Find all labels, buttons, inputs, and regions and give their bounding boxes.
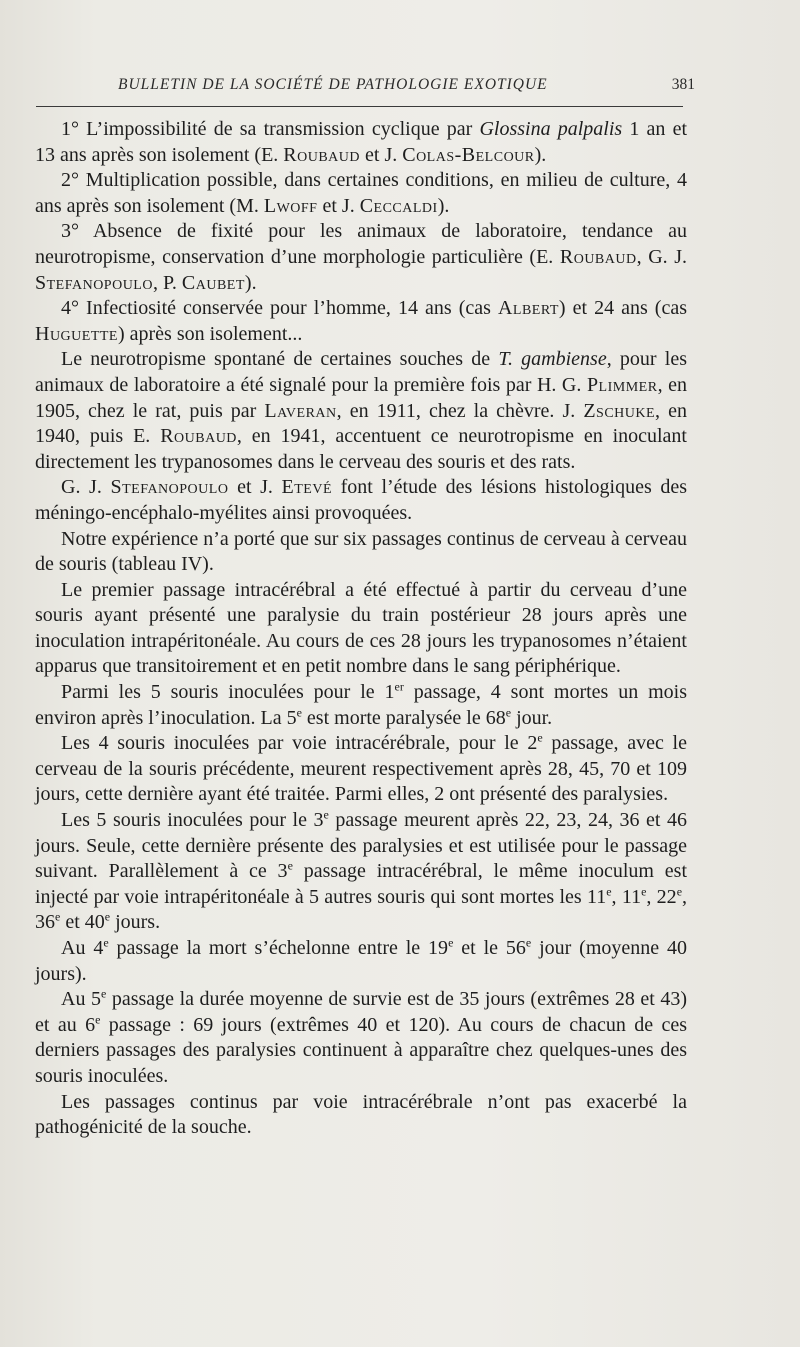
paragraph-12: Au 4e passage la mort s’échelonne entre le 19e et le 56e jour (moyenne 40 jours). [35, 935, 687, 985]
header-rule [36, 106, 683, 107]
article-body [35, 117, 687, 1141]
paragraph-3: 3° Absence de fixité pour les animaux de laboratoire, tendance au neurotropisme, conservation d’une morphologie particulière (E. Roubaud, G. J. Stefanopoulo, P. Caubet). [35, 220, 687, 294]
paragraph-4: 4° Infectiosité conservée pour l’homme, 14 ans (cas Albert) et 24 ans (cas Huguette) après son isolement... [35, 297, 687, 345]
paragraph-5: Le neurotropisme spontané de certaines souches de T. gambiense, pour les animaux de laboratoire a été signalé pour la première fois par H. G. Plimmer, en 1905, chez le rat, puis par Laveran, en 1911, chez la chèvre. J. Zschuke, en 1940, puis E. Roubaud, en 1941, accentuent ce neurotropisme en inoculant directement les trypanosomes dans le cerveau des souris et des rats. [35, 348, 687, 473]
paragraph-2: 2° Multiplication possible, dans certaines conditions, en milieu de culture, 4 ans après son isolement (M. Lwoff et J. Ceccaldi). [35, 169, 687, 217]
paragraph-14: Les passages continus par voie intracérébrale n’ont pas exacerbé la pathogénicité de la souche. [35, 1090, 687, 1139]
page-number: 381 [671, 76, 695, 93]
paragraph-8: Le premier passage intracérébral a été effectué à partir du cerveau d’une souris ayant présenté une paralysie du train postérieur 28 jours après une inoculation intrapéritonéale. Au cours de ces 28 jours les trypanosomes n’étaient apparus que transitoirement et en petit nombre dans le sang périphérique. [35, 578, 687, 678]
paragraph-1: 1° L’impossibilité de sa transmission cyclique par Glossina palpalis 1 an et 13 ans après son isolement (E. Roubaud et J. Colas-Belcour). [35, 118, 688, 166]
paragraph-9: Parmi les 5 souris inoculées pour le 1er passage, 4 sont mortes un mois environ après l’inoculation. La 5e est morte paralysée le 68e jour. [35, 679, 687, 729]
paragraph-13: Au 5e passage la durée moyenne de survie est de 35 jours (extrêmes 28 et 43) et au 6e passage : 69 jours (extrêmes 40 et 120). Au cours de chacun de ces derniers passages des paralysies continuent à apparaître chez quelques-unes des souris inoculées. [35, 986, 688, 1087]
paragraph-10: Les 4 souris inoculées par voie intracérébrale, pour le 2e passage, avec le cerveau de la souris précédente, meurent respectivement après 28, 45, 70 et 109 jours, cette dernière ayant été traitée. Parmi elles, 2 ont présenté des paralysies. [35, 730, 687, 806]
paragraph-7: Notre expérience n’a porté que sur six passages continus de cerveau à cerveau de souris (tableau IV). [35, 527, 687, 576]
paragraph-11: Les 5 souris inoculées pour le 3e passage meurent après 22, 23, 24, 36 et 46 jours. Seule, cette dernière présente des paralysies et est utilisée pour le passage suivant. Parallèlement à ce 3e passage intracérébral, le même inoculum est injecté par voie intrapéritonéale à 5 autres souris qui sont mortes les 11e, 11e, 22e, 36e et 40e jours. [35, 807, 688, 934]
journal-title: BULLETIN DE LA SOCIÉTÉ DE PATHOLOGIE EXOTIQUE [118, 76, 548, 93]
paragraph-6: G. J. Stefanopoulo et J. Etevé font l’étude des lésions histologiques des méningo-encéphalo-myélites ainsi provoquées. [35, 476, 688, 524]
